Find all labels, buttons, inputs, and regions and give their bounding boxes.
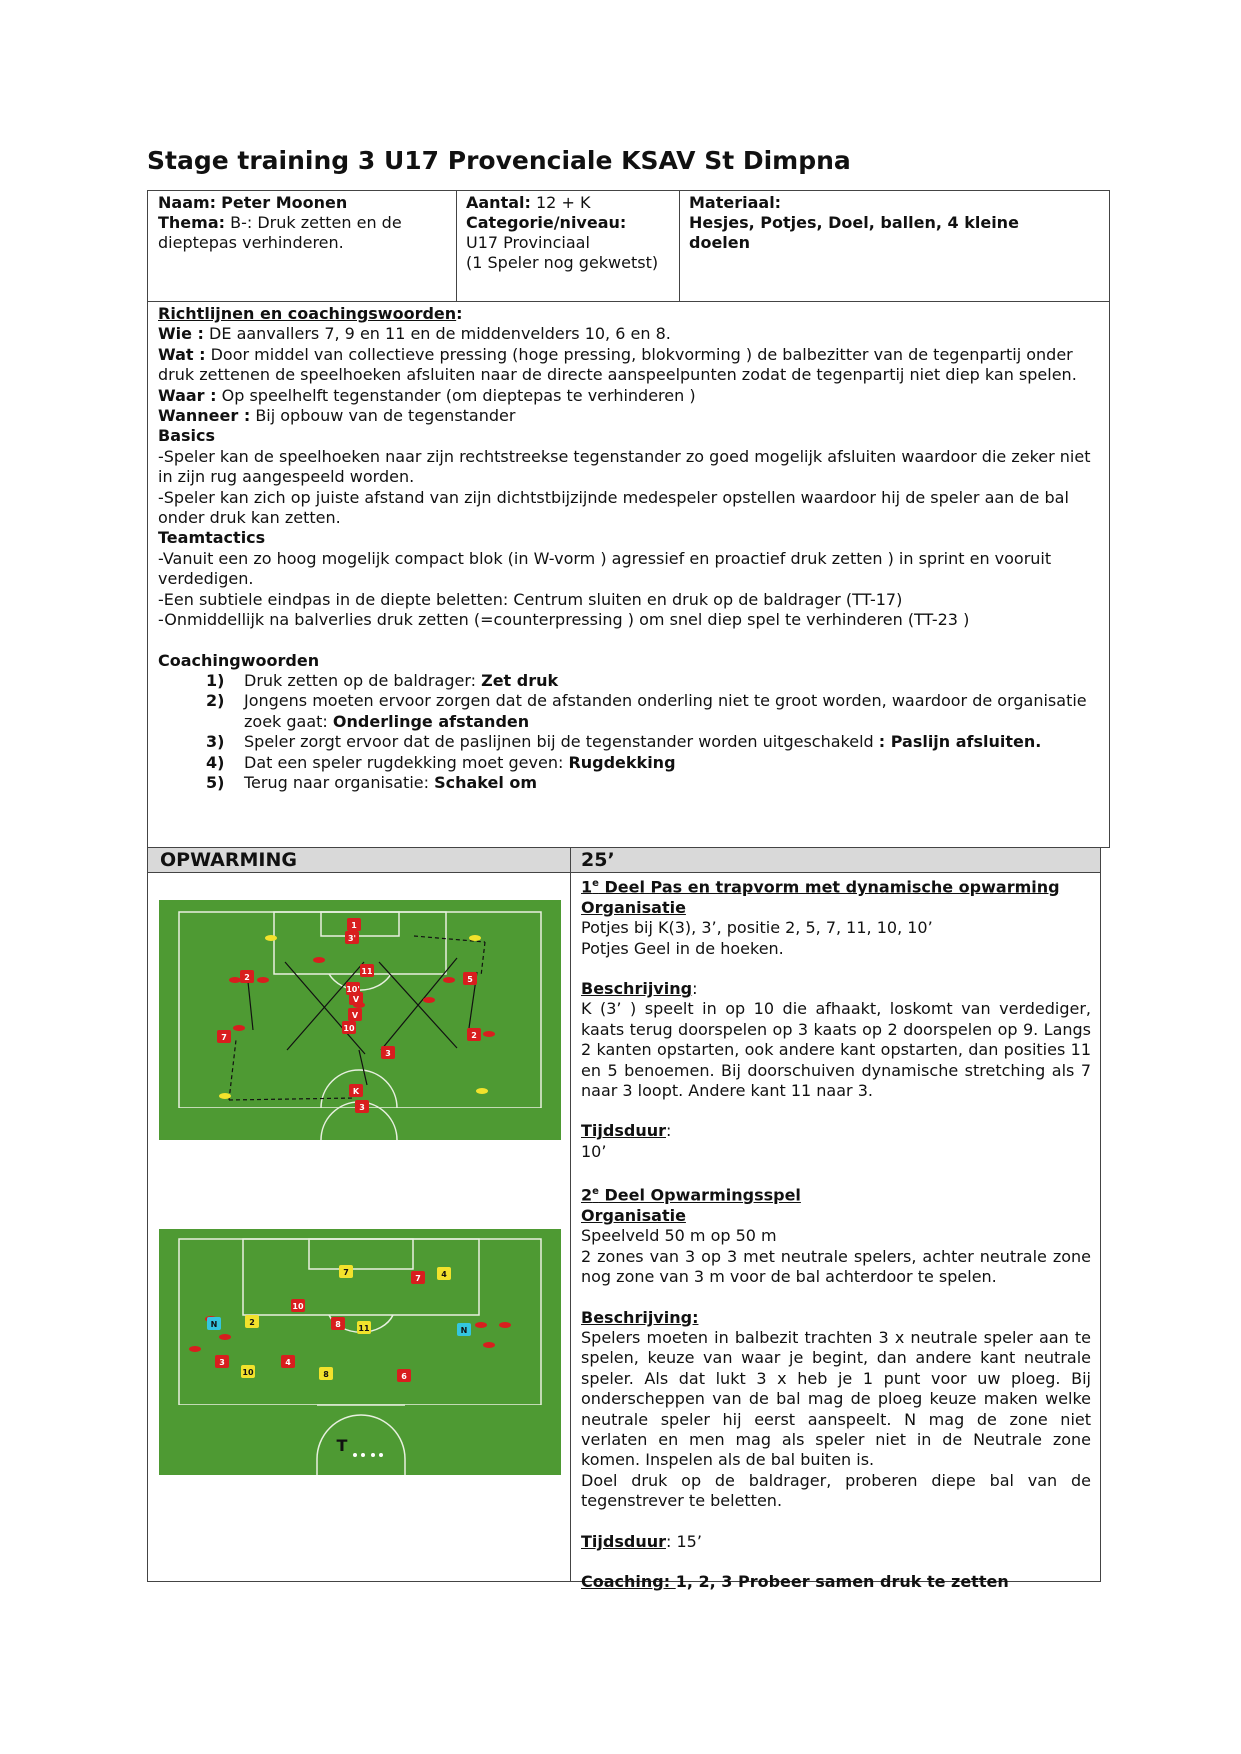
guidelines-heading: Richtlijnen en coachingswoorden (158, 304, 457, 323)
player-label: 7 (221, 1033, 227, 1042)
trainer-label: T (336, 1436, 348, 1455)
part2-org-line: Speelveld 50 m op 50 m (581, 1226, 777, 1246)
header-aantal-cell (456, 191, 679, 301)
coaching-item: 1) Druk zetten op de baldrager: Zet druk (206, 670, 559, 690)
player-label: K (352, 1087, 360, 1096)
page-title: Stage training 3 U17 Provenciale KSAV St Dimpna (147, 146, 851, 175)
materiaal-label: Materiaal: (689, 193, 782, 212)
player-label: 8 (323, 1370, 329, 1379)
coaching-item: 3) Speler zorgt ervoor dat de paslijnen bij de tegenstander worden uitgeschakeld : Paslijn afsluiten. (206, 732, 1042, 752)
part1-org-line: Potjes Geel in de hoeken. (581, 938, 784, 958)
teamtactics-item: -Een subtiele eindpas in de diepte beletten: Centrum sluiten en druk op de baldrager (TT-17) (158, 589, 903, 609)
waar-value: Op speelhelft tegenstander (om dieptepas te verhinderen ) (221, 385, 696, 405)
player-label: N (460, 1326, 468, 1335)
basics-heading: Basics (158, 426, 216, 446)
player-label: 1 (351, 921, 357, 930)
part1-title: 1e Deel Pas en trapvorm met dynamische opwarming (581, 877, 1060, 897)
wat-label: Wat : (158, 344, 206, 364)
player-label: 3 (219, 1358, 225, 1367)
coaching-label: Coaching: (581, 1572, 676, 1592)
player-label: 7 (415, 1274, 421, 1283)
part2-org-heading: Organisatie (581, 1205, 686, 1225)
part2-tijd: 15’ (676, 1531, 702, 1551)
player-label: 11 (361, 967, 373, 976)
player-label: 2 (249, 1318, 255, 1327)
player-label: N (210, 1320, 218, 1329)
categorie-label: Categorie/niveau: (466, 213, 627, 232)
player-label: 5 (467, 975, 473, 984)
part2-desc2: Doel druk op de baldrager, proberen diepe bal van de tegenstrever te beletten. (581, 1470, 1091, 1511)
wanneer-value: Bij opbouw van de tegenstander (255, 406, 516, 426)
warmup-duration: 25’ (581, 849, 615, 871)
warmup-header-row (147, 847, 1101, 873)
naam-value: Peter Moonen (221, 193, 348, 212)
part1-desc: K (3’ ) speelt in op 10 die afhaakt, loskomt van verdediger, kaats terug doorspelen op 3 kaats op 2 doorspelen op 9. Langs 2 kanten opstarten, ook andere kant opstarten, dan posities 11 en 5 benoemen. Bij doorschuiven dynamische stretching als 7 naar 3 loopt. Andere kant 11 naar 3. (581, 999, 1091, 1100)
part2-desc: Spelers moeten in balbezit trachten 3 x neutrale speler aan te spelen, keuze van waar je begint, dan andere kant neutrale speler. Als dat lukt 3 x heb je 1 punt voor uw ploeg. Bij onderscheppen van de bal mag de ploeg keuze maken welke neutrale speler hij eerst aanspeelt. N mag de zone niet verlaten en men mag als speler niet in de Neutrale zone komen. Inspelen als de bal buiten is. (581, 1327, 1091, 1470)
player-label: 10 (242, 1368, 254, 1377)
part2-tijd-heading: Tijdsduur (581, 1531, 666, 1551)
guidelines-box: Richtlijnen en coachingswoorden: Wie : DE aanvallers 7, 9 en 11 en de middenvelders 10, 6 en 8. Wat : Door middel van collectieve pressing (hoge pressing, blokvorming ) de balbezitter van de tegenpartij onder druk zettenen de speelhoeken afsluiten naar de directe aanspeelpunten zodat de tegenpartij niet diep kan spelen. Waar : Op speelhelft tegenstander (om dieptepas te verhinderen ) Wanneer : Bij opbouw van de tegenstander Basics -Speler kan de speelhoeken naar zijn rechtstreekse tegenstander zo goed mogelijk afsluiten waardoor die zeker niet in zijn rug aangespeeld worden. -Speler kan zich op juiste afstand van zijn dichtstbijzijnde medespeler opstellen waardoor hij de speler aan de bal onder druk kan zetten. Teamtactics -Vanuit een zo hoog mogelijk compact blok (in W-vorm ) agressief en proactief druk zetten ) in sprint en vooruit verdedigen. -Een subtiele eindpas in de diepte beletten: Centrum sluiten en druk op de baldrager (TT-17) -Onmiddellijk na balverlies druk zetten (=counterpressing ) om snel diep spel te verhinderen (TT-23 ) Coachingwoorden 1) Druk zetten op de baldrager: Zet druk 2) Jongens moeten ervoor zorgen dat de afstanden onderling niet te groot worden, waardoor de organisatie zoek gaat: Onderlinge afstanden 3) Speler zorgt ervoor dat de paslijnen bij de tegenstander worden uitgeschakeld : Paslijn afsluiten. 4) Dat een speler rugdekking moet geven: Rugdekking 5) Terug naar organisatie: Schakel om (147, 301, 1110, 848)
categorie-value: U17 Provinciaal (466, 233, 590, 252)
wie-label: Wie : (158, 324, 204, 344)
player-label: V (351, 1011, 359, 1020)
aantal-value: 12 + K (536, 193, 591, 212)
thema-value: B-: Druk zetten en de dieptepas verhinderen. (158, 213, 402, 252)
teamtactics-heading: Teamtactics (158, 528, 266, 548)
player-label: 10 (292, 1302, 304, 1311)
part1-tijd-heading: Tijdsduur (581, 1121, 666, 1141)
basics-item: -Speler kan zich op juiste afstand van zijn dichtstbijzijnde medespeler opstellen waardoor hij de speler aan de bal onder druk kan zetten. (158, 487, 1069, 528)
coaching-heading: Coachingwoorden (158, 650, 320, 670)
coaching-value: 1, 2, 3 Probeer samen druk te zetten (675, 1572, 1009, 1592)
header-naam-cell (148, 191, 456, 301)
wat-value: Door middel van collectieve pressing (hoge pressing, blokvorming ) de balbezitter van de tegenpartij onder druk zettenen de speelhoeken afsluiten naar de directe aanspeelpunten zodat de tegenpartij niet diep kan spelen. (158, 344, 1077, 385)
player-label: 6 (401, 1372, 407, 1381)
warmup-content (147, 872, 1101, 1592)
player-label: 7 (343, 1268, 349, 1277)
naam-label: Naam: (158, 193, 217, 212)
coaching-item: 4) Dat een speler rugdekking moet geven: Rugdekking (206, 752, 676, 772)
player-label: 8 (335, 1320, 341, 1329)
aantal-label: Aantal: (466, 193, 531, 212)
coaching-item: 2) Jongens moeten ervoor zorgen dat de afstanden onderling niet te groot worden, waardoor de organisatie zoek gaat: Onderlinge afstanden (206, 691, 1087, 731)
player-label: 4 (441, 1270, 447, 1279)
coaching-item: 5) Terug naar organisatie: Schakel om (206, 772, 538, 792)
player-label: 2 (244, 973, 250, 982)
wie-value: DE aanvallers 7, 9 en 11 en de middenvelders 10, 6 en 8. (209, 324, 671, 344)
warmup-label: OPWARMING (160, 849, 297, 871)
player-label: 3 (385, 1049, 391, 1058)
basics-item: -Speler kan de speelhoeken naar zijn rechtstreekse tegenstander zo goed mogelijk afsluiten waardoor die zeker niet in zijn rug aangespeeld worden. (158, 446, 1091, 487)
player-label: 3' (347, 934, 357, 943)
header-materiaal-cell (679, 191, 1109, 301)
header-table (147, 190, 1110, 302)
part2-desc-heading: Beschrijving: (581, 1307, 699, 1327)
player-label: 2 (471, 1031, 477, 1040)
categorie-note: (1 Speler nog gekwetst) (466, 253, 659, 272)
warmup-text-column: 1e Deel Pas en trapvorm met dynamische opwarming Organisatie Potjes bij K(3), 3’, positie 2, 5, 7, 11, 10, 10’ Potjes Geel in de hoeken. Beschrijving: K (3’ ) speelt in op 10 die afhaakt, loskomt van verdediger, kaats terug doorspelen op 3 kaats op 2 doorspelen op 9. Langs 2 kanten opstarten, ook andere kant opstarten, dan posities 11 en 5 benoemen. Bij doorschuiven dynamische stretching als 7 naar 3 loopt. Andere kant 11 naar 3. Tijdsduur: 10’ 2e Deel Opwarmingsspel Organisatie Speelveld 50 m op 50 m 2 zones van 3 op 3 met neutrale spelers, achter neutrale zone nog zone van 3 m voor de bal achterdoor te spelen. Beschrijving: Spelers moeten in balbezit trachten 3 x neutrale speler aan te spelen, keuze van waar je begint, dan andere kant neutrale speler. Als dat lukt 3 x heb je 1 punt voor uw ploeg. Bij onderscheppen van de bal mag de ploeg keuze maken welke neutrale speler hij eerst aanspeelt. N mag de zone niet verlaten en men mag als speler niet in de Neutrale zone komen. Inspelen als de bal buiten is. Doel druk op de baldrager, proberen diepe bal van de tegenstrever te beletten. Tijdsduur: 15’ Coaching: 1, 2, 3 Probeer samen druk te zetten (581, 874, 1091, 1592)
drill-diagram-2 (159, 1229, 561, 1475)
materiaal-value: Hesjes, Potjes, Doel, ballen, 4 kleine doelen (689, 213, 1019, 252)
wanneer-label: Wanneer : (158, 406, 251, 426)
thema-label: Thema: (158, 213, 226, 232)
part1-org-line: Potjes bij K(3), 3’, positie 2, 5, 7, 11, 10, 10’ (581, 918, 933, 938)
waar-label: Waar : (158, 385, 217, 405)
teamtactics-item: -Onmiddellijk na balverlies druk zetten (=counterpressing ) om snel diep spel te verhinderen (TT-23 ) (158, 610, 970, 630)
part2-title: 2e Deel Opwarmingsspel (581, 1185, 801, 1205)
player-label: V (352, 995, 360, 1004)
part2-org-line: 2 zones van 3 op 3 met neutrale spelers, achter neutrale zone nog zone van 3 m voor de bal achterdoor te spelen. (581, 1246, 1091, 1287)
player-label: 4 (285, 1358, 291, 1367)
part1-desc-heading: Beschrijving (581, 978, 693, 998)
player-label: 11 (358, 1324, 370, 1333)
coaching-list (158, 671, 1099, 793)
player-label: 10 (343, 1024, 355, 1033)
part1-org-heading: Organisatie (581, 897, 686, 917)
teamtactics-item: -Vanuit een zo hoog mogelijk compact blok (in W-vorm ) agressief en proactief druk zetten ) in sprint en vooruit verdedigen. (158, 548, 1052, 589)
drill-diagram-1 (159, 900, 561, 1140)
player-label: 3 (359, 1103, 365, 1112)
part1-tijd: 10’ (581, 1141, 607, 1161)
player-label: 10' (346, 985, 360, 994)
